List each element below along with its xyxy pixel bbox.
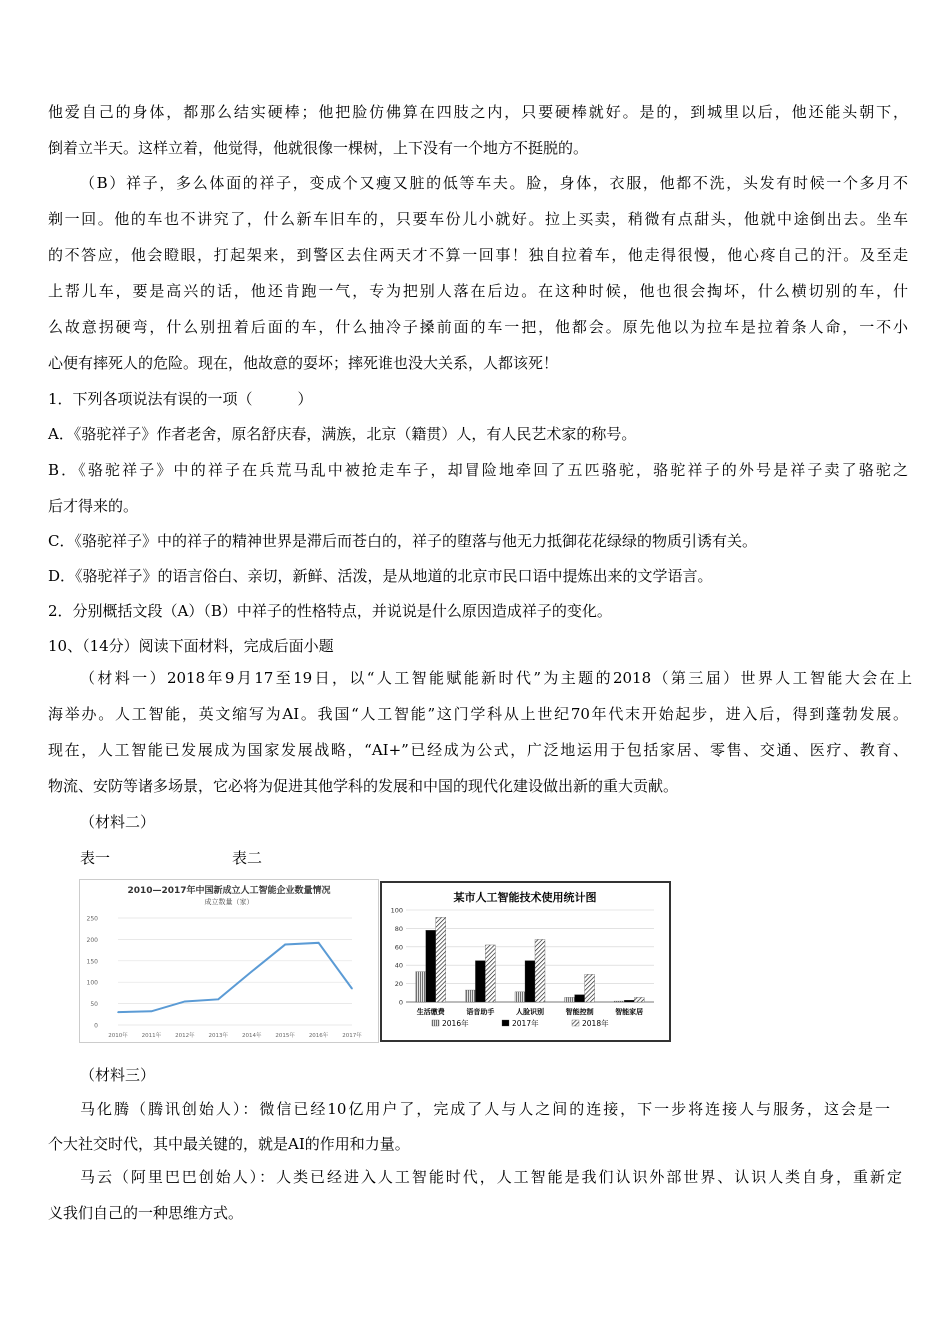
text-line: 的不答应，他会瞪眼，打起架来，到警区去住两天才不算一回事！独自拉着车，他走得很慢，他心疼自己的汗。及至走 xyxy=(48,246,908,264)
data-point xyxy=(117,1011,119,1013)
text-line: （材料三） xyxy=(80,1066,156,1084)
text-line: （材料二） xyxy=(80,813,156,831)
text-line: 上帮儿车，要是高兴的话，他还肯跑一气，专为把别人落在后边。在这种时候，他也很会掏坏，什么横切别的车，什 xyxy=(48,282,908,300)
bar xyxy=(426,930,436,1002)
legend-swatch xyxy=(502,1020,509,1026)
bar xyxy=(565,997,575,1002)
text-line: 1．下列各项说法有误的一项（ ） xyxy=(48,390,313,408)
bar xyxy=(535,939,545,1002)
legend-label: 2016年 xyxy=(442,1019,469,1028)
text-line: （材料一）2018年9月17至19日，以“人工智能赋能新时代”为主题的2018（第三届）世界人工智能大会在上 xyxy=(80,669,912,687)
chart-title: 某市人工智能技术使用统计图 xyxy=(453,891,597,904)
y-tick-label: 20 xyxy=(394,980,403,989)
data-point xyxy=(184,1001,186,1003)
text-line: 表二 xyxy=(232,849,263,867)
data-point xyxy=(318,942,320,944)
bar xyxy=(475,961,485,1002)
bar xyxy=(585,974,595,1002)
x-tick-label: 生活缴费 xyxy=(416,1008,445,1016)
x-tick-label: 2015年 xyxy=(275,1033,295,1039)
text-line: 马云（阿里巴巴创始人）：人类已经进入人工智能时代，人工智能是我们认识外部世界、认识人类自身，重新定 xyxy=(80,1168,902,1186)
text-line: 心便有摔死人的危险。现在，他故意的耍坏；摔死谁也没大关系，人都该死！ xyxy=(48,354,559,372)
text-line: 义我们自己的一种思维方式。 xyxy=(48,1204,244,1222)
x-tick-label: 2011年 xyxy=(141,1033,162,1039)
legend-swatch xyxy=(432,1020,439,1026)
x-tick-label: 2014年 xyxy=(241,1033,262,1039)
chart-title: 2010—2017年中国新成立人工智能企业数量情况 xyxy=(127,886,331,896)
series-line xyxy=(118,943,352,1012)
x-tick-label: 2013年 xyxy=(208,1033,229,1039)
text-line: 现在，人工智能已发展成为国家发展战略，“AI+”已经成为公式，广泛地运用于包括家居、零售、交通、医疗、教育、 xyxy=(48,741,908,759)
x-tick-label: 2016年 xyxy=(308,1033,329,1039)
bar xyxy=(575,995,585,1002)
text-line: 10、（14分）阅读下面材料，完成后面小题 xyxy=(48,637,334,655)
y-tick-label: 250 xyxy=(86,915,98,923)
data-point xyxy=(217,999,219,1001)
bar xyxy=(436,917,446,1002)
legend-swatch xyxy=(572,1020,579,1026)
y-tick-label: 100 xyxy=(86,979,98,987)
text-line: 剃一回。他的车也不讲究了，什么新车旧车的，只要车份儿小就好。拉上买卖，稍微有点甜头，他就中途倒出去。坐车 xyxy=(48,210,908,228)
y-axis-label: 成立数量（家） xyxy=(204,898,254,906)
bar xyxy=(416,972,426,1002)
text-line: C．《骆驼祥子》中的祥子的精神世界是滞后而苍白的，祥子的堕落与他无力抵御花花绿绿的物质引诱有关。 xyxy=(48,532,757,550)
y-tick-label: 150 xyxy=(86,958,98,966)
text-line: 2．分别概括文段（A）（B）中祥子的性格特点，并说说是什么原因造成祥子的变化。 xyxy=(48,602,612,620)
data-point xyxy=(251,971,253,973)
text-line: 后才得来的。 xyxy=(48,497,139,515)
text-line: 表一 xyxy=(80,849,111,867)
legend-label: 2017年 xyxy=(512,1019,539,1028)
line-chart-svg xyxy=(80,880,378,1042)
bar xyxy=(485,945,495,1002)
text-line: 海举办。人工智能，英文缩写为AI。我国“人工智能”这门学科从上世纪70年代末开始起步，进入后，得到蓬勃发展。 xyxy=(48,705,908,723)
y-tick-label: 80 xyxy=(394,924,403,933)
x-tick-label: 智能家居 xyxy=(615,1008,644,1016)
y-tick-label: 0 xyxy=(94,1022,98,1030)
text-line: D．《骆驼祥子》的语言俗白、亲切，新鲜、活泼，是从地道的北京市民口语中提炼出来的文学语言。 xyxy=(48,567,713,585)
bar xyxy=(515,992,525,1002)
y-tick-label: 0 xyxy=(398,998,403,1007)
text-line: 倒着立半天。这样立着，他觉得，他就很像一棵树，上下没有一个地方不挺脱的。 xyxy=(48,139,589,157)
y-tick-label: 50 xyxy=(90,1001,98,1009)
x-tick-label: 2012年 xyxy=(175,1033,195,1039)
chart-ai-companies xyxy=(79,879,379,1043)
bar xyxy=(465,990,475,1002)
data-point xyxy=(284,944,286,946)
chart-ai-usage xyxy=(380,881,671,1042)
text-line: 么故意拐硬弯，什么别扭着后面的车，什么抽冷子搡前面的车一把，他都会。原先他以为拉车是拉着条人命，一不小 xyxy=(48,318,908,336)
y-tick-label: 100 xyxy=(390,906,403,915)
text-line: A．《骆驼祥子》作者老舍，原名舒庆春，满族，北京（籍贯）人，有人民艺术家的称号。 xyxy=(48,425,637,443)
legend-label: 2018年 xyxy=(582,1019,609,1028)
bar xyxy=(624,1000,634,1002)
x-tick-label: 2017年 xyxy=(342,1033,362,1039)
x-tick-label: 智能控制 xyxy=(565,1008,594,1016)
x-tick-label: 2010年 xyxy=(108,1033,128,1039)
data-point xyxy=(351,988,353,990)
bar xyxy=(614,1001,624,1002)
x-tick-label: 语音助手 xyxy=(466,1008,495,1016)
y-tick-label: 200 xyxy=(86,936,98,944)
text-line: 马化腾（腾讯创始人）：微信已经10亿用户了，完成了人与人之间的连接，下一步将连接人与服务，这会是一 xyxy=(80,1100,890,1118)
text-line: 个大社交时代，其中最关键的，就是AI的作用和力量。 xyxy=(48,1135,410,1153)
data-point xyxy=(151,1011,153,1013)
y-tick-label: 40 xyxy=(394,961,403,970)
bar xyxy=(525,961,535,1002)
x-tick-label: 人脸识别 xyxy=(516,1008,544,1016)
bar-chart-svg xyxy=(382,883,669,1040)
bar xyxy=(634,997,644,1002)
y-tick-label: 60 xyxy=(394,943,403,952)
text-line: 他爱自己的身体，都那么结实硬棒；他把脸仿佛算在四肢之内，只要硬棒就好。是的，到城里以后，他还能头朝下， xyxy=(48,103,908,121)
text-line: （B）祥子，多么体面的祥子，变成个又瘦又脏的低等车夫。脸，身体，衣服，他都不洗，头发有时候一个多月不 xyxy=(80,174,908,192)
text-line: 物流、安防等诸多场景，它必将为促进其他学科的发展和中国的现代化建设做出新的重大贡献。 xyxy=(48,777,679,795)
text-line: B．《骆驼祥子》中的祥子在兵荒马乱中被抢走车子，却冒险地牵回了五匹骆驼，骆驼祥子的外号是祥子卖了骆驼之 xyxy=(48,461,908,479)
